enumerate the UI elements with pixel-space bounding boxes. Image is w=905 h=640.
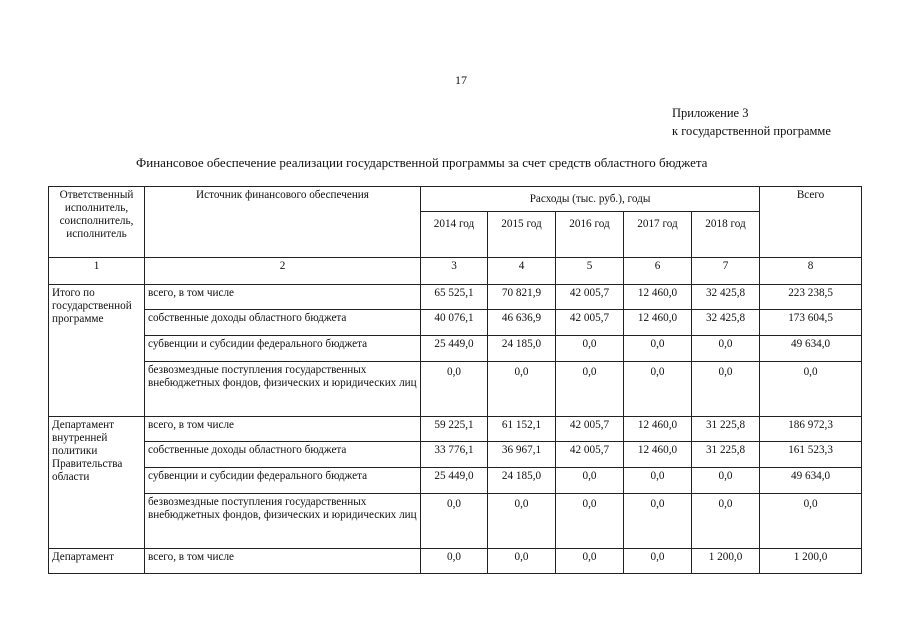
table-row	[49, 310, 862, 336]
responsible-cell: Департамент внутренней политики Правительства области	[49, 417, 145, 549]
value-cell: 0,0	[556, 549, 624, 574]
column-index: 5	[556, 258, 624, 285]
value-cell: 31 225,8	[692, 417, 760, 442]
value-cell: 0,0	[624, 494, 692, 549]
appendix-line-2: к государственной программе	[672, 124, 831, 138]
appendix-reference	[672, 104, 831, 140]
table-row	[49, 442, 862, 468]
value-cell: 0,0	[624, 468, 692, 494]
value-cell: 0,0	[692, 494, 760, 549]
header-year: 2016 год	[556, 212, 624, 258]
value-cell: 0,0	[421, 549, 488, 574]
value-cell: 0,0	[556, 336, 624, 362]
column-index: 1	[49, 258, 145, 285]
value-cell: 0,0	[624, 362, 692, 417]
total-cell: 186 972,3	[760, 417, 862, 442]
total-cell: 161 523,3	[760, 442, 862, 468]
source-cell: всего, в том числе	[145, 285, 421, 310]
value-cell: 46 636,9	[488, 310, 556, 336]
header-year: 2014 год	[421, 212, 488, 258]
table-header-row	[49, 187, 862, 212]
value-cell: 42 005,7	[556, 442, 624, 468]
value-cell: 24 185,0	[488, 468, 556, 494]
value-cell: 32 425,8	[692, 285, 760, 310]
value-cell: 59 225,1	[421, 417, 488, 442]
header-responsible: Ответственный исполнитель, соисполнитель, исполнитель	[49, 187, 145, 258]
value-cell: 0,0	[488, 362, 556, 417]
total-cell: 0,0	[760, 494, 862, 549]
column-index: 3	[421, 258, 488, 285]
column-index: 4	[488, 258, 556, 285]
header-year: 2018 год	[692, 212, 760, 258]
table-row	[49, 549, 862, 574]
value-cell: 40 076,1	[421, 310, 488, 336]
value-cell: 25 449,0	[421, 336, 488, 362]
total-cell: 0,0	[760, 362, 862, 417]
column-index: 2	[145, 258, 421, 285]
responsible-cell: Департамент	[49, 549, 145, 574]
value-cell: 0,0	[692, 468, 760, 494]
value-cell: 36 967,1	[488, 442, 556, 468]
table-row	[49, 417, 862, 442]
value-cell: 0,0	[556, 494, 624, 549]
source-cell: всего, в том числе	[145, 417, 421, 442]
source-cell: субвенции и субсидии федерального бюджета	[145, 336, 421, 362]
source-cell: безвозмездные поступления государственных внебюджетных фондов, физических и юридических лиц	[145, 362, 421, 417]
value-cell: 42 005,7	[556, 417, 624, 442]
value-cell: 25 449,0	[421, 468, 488, 494]
source-cell: собственные доходы областного бюджета	[145, 442, 421, 468]
source-cell: безвозмездные поступления государственных внебюджетных фондов, физических и юридических лиц	[145, 494, 421, 549]
table-row	[49, 285, 862, 310]
value-cell: 0,0	[421, 494, 488, 549]
header-year: 2015 год	[488, 212, 556, 258]
value-cell: 12 460,0	[624, 442, 692, 468]
value-cell: 0,0	[556, 468, 624, 494]
value-cell: 0,0	[488, 549, 556, 574]
appendix-line-1: Приложение 3	[672, 106, 749, 120]
value-cell: 70 821,9	[488, 285, 556, 310]
value-cell: 61 152,1	[488, 417, 556, 442]
total-cell: 223 238,5	[760, 285, 862, 310]
source-cell: всего, в том числе	[145, 549, 421, 574]
column-index: 7	[692, 258, 760, 285]
value-cell: 12 460,0	[624, 417, 692, 442]
value-cell: 0,0	[692, 362, 760, 417]
page-number: 17	[455, 73, 467, 87]
value-cell: 0,0	[624, 336, 692, 362]
column-index: 8	[760, 258, 862, 285]
table-row	[49, 336, 862, 362]
total-cell: 49 634,0	[760, 336, 862, 362]
value-cell: 31 225,8	[692, 442, 760, 468]
header-total: Всего	[760, 187, 862, 258]
value-cell: 1 200,0	[692, 549, 760, 574]
value-cell: 65 525,1	[421, 285, 488, 310]
financing-table	[48, 186, 862, 574]
responsible-cell: Итого по государственной программе	[49, 285, 145, 417]
value-cell: 12 460,0	[624, 285, 692, 310]
value-cell: 0,0	[556, 362, 624, 417]
value-cell: 32 425,8	[692, 310, 760, 336]
table-row	[49, 494, 862, 549]
source-cell: субвенции и субсидии федерального бюджета	[145, 468, 421, 494]
document-title: Финансовое обеспечение реализации государственной программы за счет средств областного бюджета	[136, 155, 708, 170]
value-cell: 42 005,7	[556, 285, 624, 310]
table-row	[49, 468, 862, 494]
value-cell: 24 185,0	[488, 336, 556, 362]
value-cell: 0,0	[421, 362, 488, 417]
total-cell: 1 200,0	[760, 549, 862, 574]
header-year: 2017 год	[624, 212, 692, 258]
value-cell: 33 776,1	[421, 442, 488, 468]
value-cell: 0,0	[624, 549, 692, 574]
column-index: 6	[624, 258, 692, 285]
column-index-row	[49, 258, 862, 285]
value-cell: 0,0	[692, 336, 760, 362]
header-source: Источник финансового обеспечения	[145, 187, 421, 258]
header-expenses: Расходы (тыс. руб.), годы	[421, 187, 760, 212]
total-cell: 49 634,0	[760, 468, 862, 494]
total-cell: 173 604,5	[760, 310, 862, 336]
value-cell: 42 005,7	[556, 310, 624, 336]
value-cell: 12 460,0	[624, 310, 692, 336]
source-cell: собственные доходы областного бюджета	[145, 310, 421, 336]
table-row	[49, 362, 862, 417]
value-cell: 0,0	[488, 494, 556, 549]
